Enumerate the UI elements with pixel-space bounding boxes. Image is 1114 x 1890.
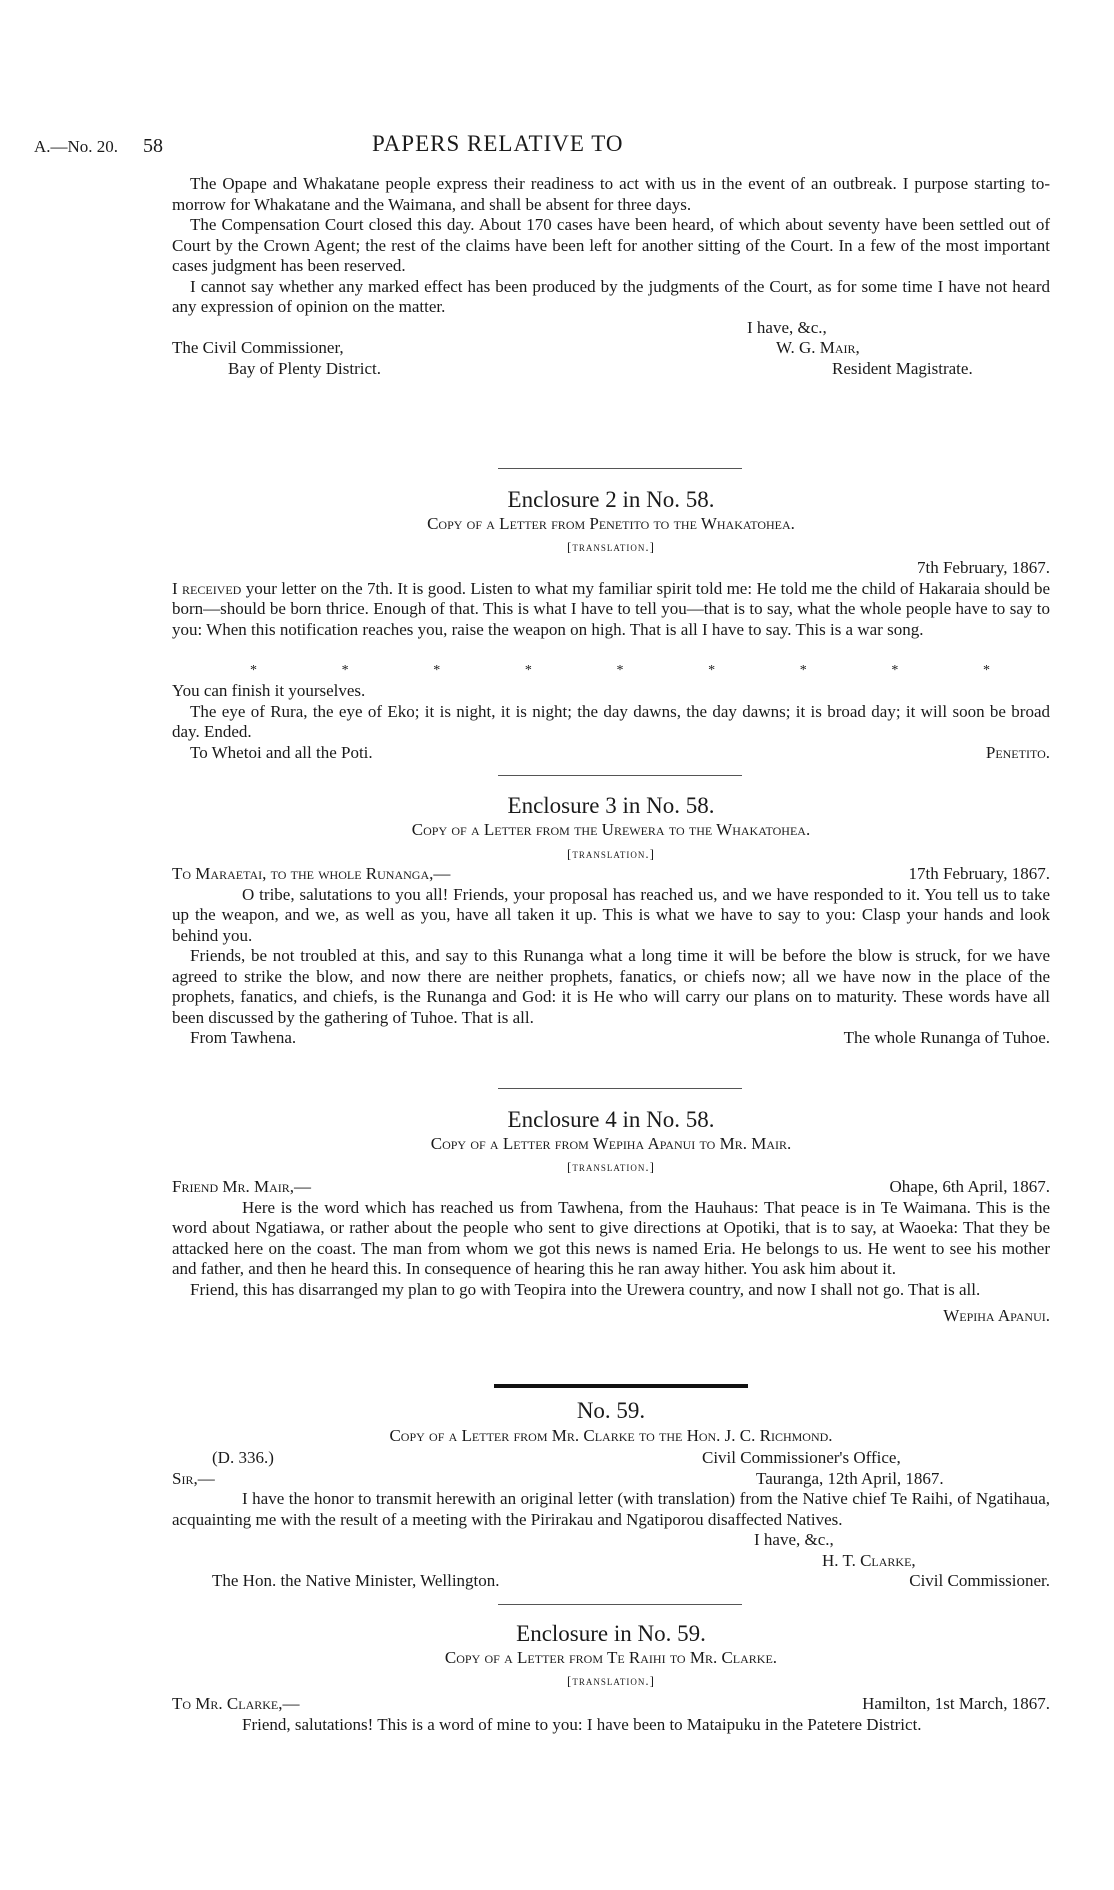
ellipsis-stars xyxy=(250,661,990,682)
paragraph: Friends, be not troubled at this, and say to this Runanga what a long time it will be before the blow is struck, for we have agreed to strike the blow, and now there are neither prophets, fanatics, or chiefs now; all we have now in the place of the prophets, fanatics, and chiefs, is the Runanga and God: it is He who will carry our plans on to maturity. These words have all been discussed by the gathering of Tuhoe. That is all. xyxy=(172,946,1050,1027)
divider xyxy=(498,468,742,469)
translation-note: [translation.] xyxy=(567,846,655,861)
signer: W. G. Mair, xyxy=(776,338,860,357)
signer: Wepiha Apanui. xyxy=(943,1306,1050,1325)
star: * xyxy=(341,663,349,678)
enclosure-subtitle: Copy of a Letter from Wepiha Apanui to Mr. Mair. xyxy=(430,1134,792,1153)
section-subtitle: Copy of a Letter from Mr. Clarke to the Hon. J. C. Richmond. xyxy=(389,1426,833,1445)
letter-body: your letter on the 7th. It is good. Listen to what my familiar spirit told me: He told me the child of Hakaraia should be born—should be born thrice. Enough of that. This is what I have to tell you—that is to say, what the whole people have to say to you: When this notification reaches you, raise the weapon on high. That is all I have to say. This is a war song. xyxy=(172,578,1050,639)
signer-title: Civil Commissioner. xyxy=(909,1571,1050,1590)
to-line: To Maraetai, to the whole Runanga,— xyxy=(172,864,451,883)
letter-date: Tauranga, 12th April, 1867. xyxy=(756,1468,944,1488)
top-letter xyxy=(172,174,1050,379)
divider xyxy=(498,775,742,776)
star: * xyxy=(524,663,532,678)
translation-note: [translation.] xyxy=(567,1673,655,1688)
letter-date: Hamilton, 1st March, 1867. xyxy=(862,1694,1050,1713)
paragraph: I cannot say whether any marked effect has been produced by the judgments of the Court, as for some time I have not heard any expression of opinion on the matter. xyxy=(172,276,1050,316)
addressee-district: Bay of Plenty District. xyxy=(228,358,381,378)
paragraph: The eye of Rura, the eye of Eko; it is night, it is night; the day dawns, the day dawns; it is broad day; it will soon be broad day. Ended. xyxy=(172,701,1050,741)
paragraph: Here is the word which has reached us from Tawhena, from the Hauhaus: That peace is in Te Waimana. This is the word about Ngatiawa, or rather about the people who sent to give directions at Opotiki, that is to say, at Waoeka: That they be attacked here on the coast. The man from whom we got this news is named Eria. He belongs to us. He went to see his mother and father, and then he heard this. In consequence of hearing this he ran away hither. You ask him about it. xyxy=(172,1197,1050,1278)
enclosure-subtitle: Copy of a Letter from Penetito to the Whakatohea. xyxy=(427,514,795,533)
paragraph: The Opape and Whakatane people express their readiness to act with us in the event of an outbreak. I purpose starting to-morrow for Whakatane and the Waimana, and shall be absent for three days. xyxy=(172,174,1050,214)
paragraph: The Compensation Court closed this day. About 170 cases have been heard, of which about seventy have been settled out of Court by the Crown Agent; the rest of the claims have been left for another sitting of the Court. In a few of the most important cases judgment has been reserved. xyxy=(172,215,1050,275)
enclosure-title: Enclosure 2 in No. 58. xyxy=(507,487,715,512)
enclosure-title: Enclosure in No. 59. xyxy=(516,1621,706,1646)
star: * xyxy=(983,663,990,678)
page-ref: A.—No. 20. xyxy=(34,137,119,156)
star: * xyxy=(433,663,441,678)
signer: The whole Runanga of Tuhoe. xyxy=(843,1028,1050,1047)
enclosure-title: Enclosure 4 in No. 58. xyxy=(507,1107,715,1132)
star: * xyxy=(616,663,624,678)
section-title: No. 59. xyxy=(576,1398,646,1423)
enclosure-2-body xyxy=(172,558,1050,640)
paragraph: O tribe, salutations to you all! Friends, your proposal has reached us, and we have responded to it. You tell us to take up the weapon, and we, as well as you, have all taken it up. This is what we have to say to you: Clasp your hands and look behind you. xyxy=(172,884,1050,945)
enclosure-4-body xyxy=(172,1177,1050,1327)
letter-date: 17th February, 1867. xyxy=(908,864,1050,883)
divider xyxy=(498,1088,742,1089)
closing: I have, &c., xyxy=(754,1530,834,1549)
enclosure-59-body xyxy=(172,1694,1050,1735)
addressee: The Civil Commissioner, xyxy=(172,338,344,357)
star: * xyxy=(708,663,716,678)
page-title: PAPERS RELATIVE TO xyxy=(372,131,624,156)
signer-title: Resident Magistrate. xyxy=(832,358,973,378)
to-line: Friend Mr. Mair,— xyxy=(172,1177,312,1196)
star: * xyxy=(891,663,899,678)
enclosure-subtitle: Copy of a Letter from the Urewera to the Whakatohea. xyxy=(411,820,811,839)
paragraph: Friend, this has disarranged my plan to go with Teopira into the Urewera country, and now I shall not go. That is all. xyxy=(190,1279,981,1299)
to-line: To Whetoi and all the Poti. xyxy=(190,742,373,762)
closing: I have, &c., xyxy=(747,317,827,337)
letter-body: Friend, salutations! This is a word of mine to you: I have been to Mataipuku in the Patetere District. xyxy=(242,1714,922,1734)
no59-body xyxy=(172,1448,1050,1592)
page-number: 58 xyxy=(143,135,163,157)
star: * xyxy=(799,663,807,678)
enclosure-2-end xyxy=(172,681,1050,763)
office: Civil Commissioner's Office, xyxy=(702,1448,901,1467)
lead-text: I received xyxy=(172,578,242,598)
translation-note: [translation.] xyxy=(567,539,655,554)
addressee: The Hon. the Native Minister, Wellington. xyxy=(212,1571,500,1590)
signer: Penetito. xyxy=(985,742,1050,762)
enclosure-3-body xyxy=(172,864,1050,1049)
translation-note: [translation.] xyxy=(567,1159,655,1174)
letter-body: I have the honor to transmit herewith an original letter (with translation) from the Native chief Te Raihi, of Ngatihaua, acquainting me with the result of a meeting with the Pirirakau and Ngatiporou disaffected Natives. xyxy=(172,1489,1050,1529)
to-line: To Mr. Clarke,— xyxy=(172,1694,300,1713)
paragraph: You can finish it yourselves. xyxy=(172,681,366,700)
star: * xyxy=(250,663,257,678)
letter-date: Ohape, 6th April, 1867. xyxy=(889,1177,1050,1196)
salutation: Sir,— xyxy=(172,1468,215,1488)
section-divider xyxy=(494,1384,748,1388)
from-line: From Tawhena. xyxy=(190,1028,297,1047)
divider xyxy=(498,1604,742,1605)
enclosure-title: Enclosure 3 in No. 58. xyxy=(507,793,715,818)
dispatch-ref: (D. 336.) xyxy=(212,1448,274,1467)
signer: H. T. Clarke, xyxy=(822,1550,916,1570)
letter-date: 7th February, 1867. xyxy=(917,558,1050,577)
enclosure-subtitle: Copy of a Letter from Te Raihi to Mr. Clarke. xyxy=(444,1648,778,1667)
